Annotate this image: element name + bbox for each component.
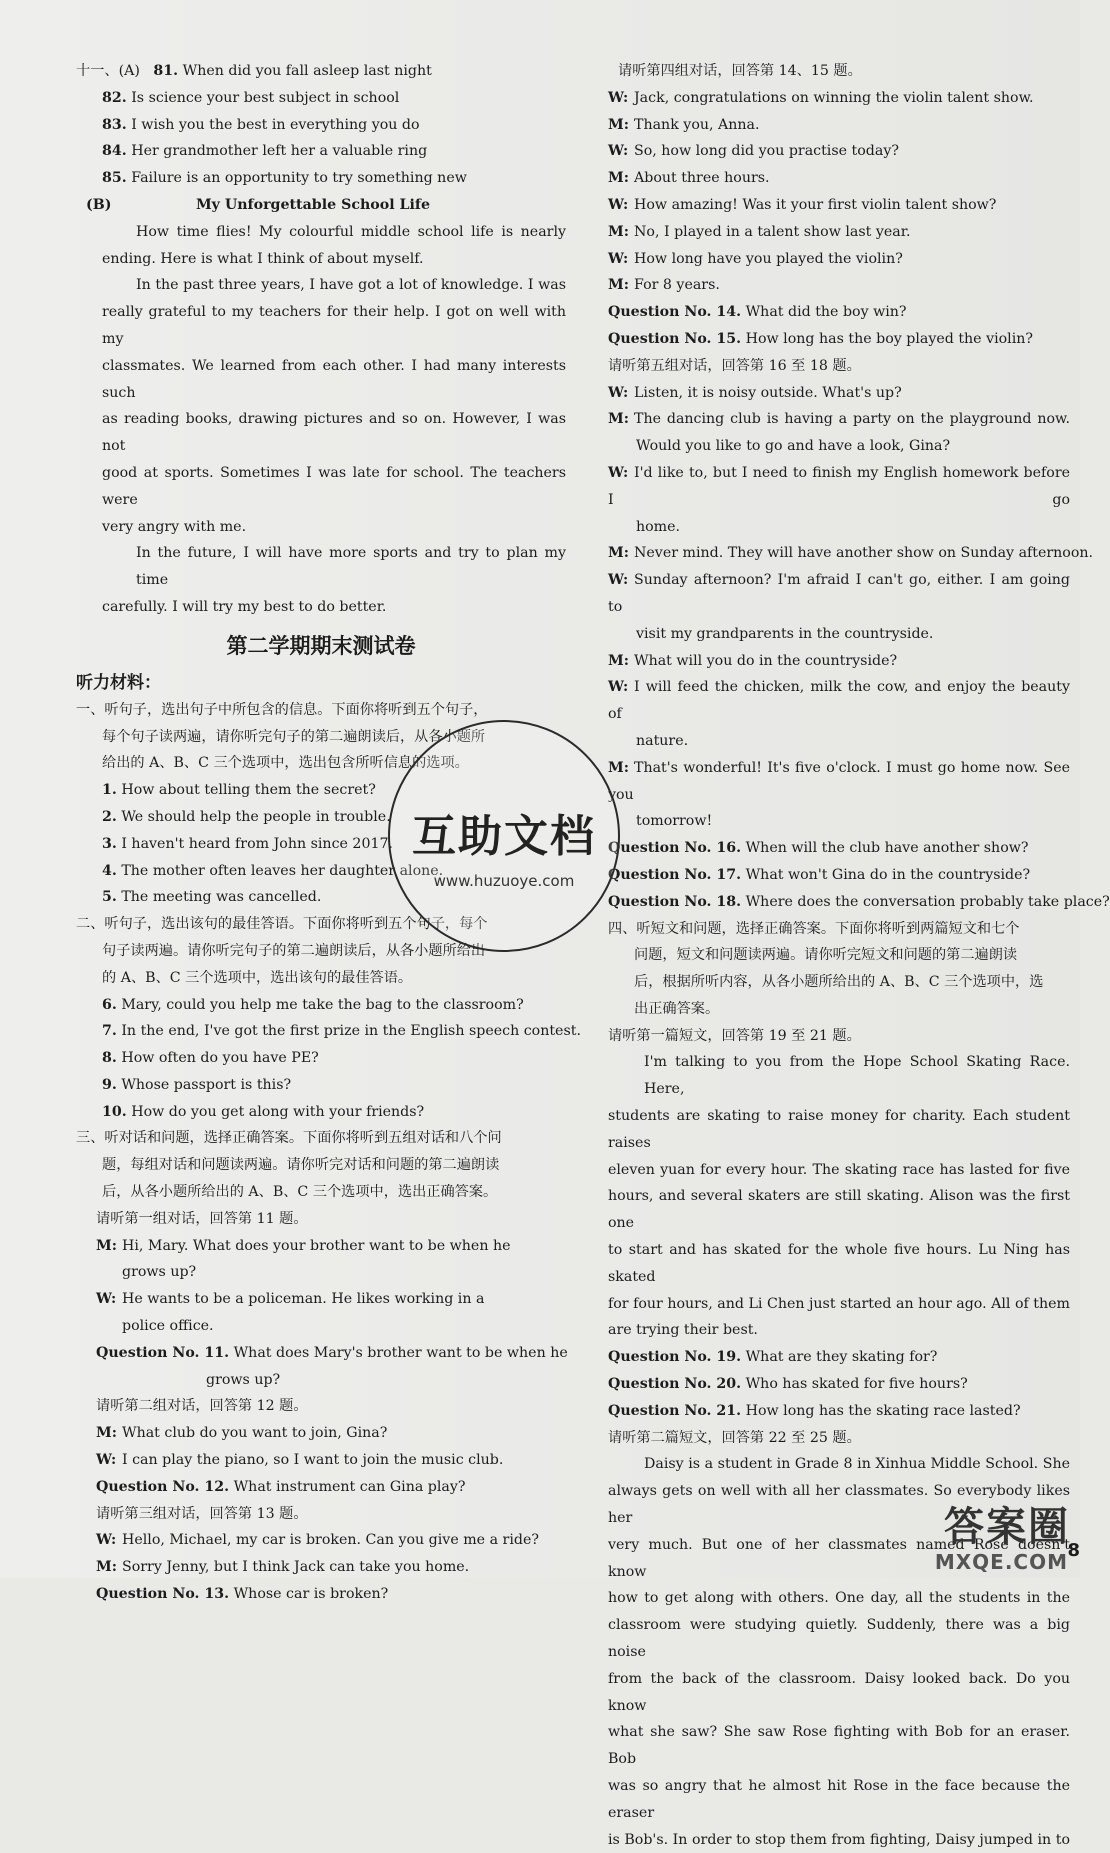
question-16: Question No. 16. When will the club have another show? — [608, 840, 1029, 857]
essay-line: carefully. I will try my best to do better. — [102, 598, 387, 615]
dialogue-line: M: Hi, Mary. What does your brother want to be when he — [96, 1237, 511, 1254]
listening-item-5: 5. The meeting was cancelled. — [102, 889, 322, 906]
listening-item-4: 4. The mother often leaves her daughter alone. — [102, 862, 444, 879]
group-4-intro: 请听第四组对话，回答第 14、15 题。 — [618, 63, 862, 79]
section-1-instructions: 每个句子读两遍，请你听完句子的第二遍朗读后，从各小题所 — [102, 728, 486, 745]
question-11: Question No. 11. What does Mary's brother want to be when he — [96, 1344, 568, 1361]
group-2-intro: 请听第二组对话，回答第 12 题。 — [96, 1398, 308, 1415]
dialogue-line: M: What will you do in the countryside? — [608, 652, 898, 669]
essay-line: In the future, I will have more sports and try to plan my time — [136, 545, 566, 589]
question-19: Question No. 19. What are they skating for? — [608, 1349, 938, 1366]
answer-a-82: 82. Is science your best subject in school — [102, 89, 400, 106]
passage-line: are trying their best. — [608, 1322, 758, 1339]
section-4-instructions: 问题，短文和问题读两遍。请你听完短文和问题的第二遍朗读 — [634, 947, 1018, 964]
dialogue-line: police office. — [122, 1318, 214, 1335]
dialogue-line: W: Sunday afternoon? I'm afraid I can't go, either. I am going to — [608, 572, 1070, 615]
question-14: Question No. 14. What did the boy win? — [608, 304, 907, 321]
essay-line: In the past three years, I have got a lot of knowledge. I was — [136, 277, 566, 294]
dialogue-line: W: Listen, it is noisy outside. What's up? — [608, 384, 902, 401]
dialogue-line: nature. — [636, 732, 689, 749]
listening-item-10: 10. How do you get along with your friends? — [102, 1103, 425, 1120]
right-column — [608, 58, 1110, 1853]
listening-label: 听力材料： — [76, 672, 161, 693]
answer-a-84: 84. Her grandmother left her a valuable ring — [102, 143, 428, 160]
section-3-instructions: 题，每组对话和问题读两遍。请你听完对话和问题的第二遍朗读 — [102, 1157, 500, 1174]
section-2-instructions: 的 A、B、C 三个选项中，选出该句的最佳答语。 — [102, 969, 413, 986]
dialogue-line: tomorrow! — [636, 813, 713, 830]
section-3-instructions: 后，从各小题所给出的 A、B、C 三个选项中，选出正确答案。 — [102, 1184, 498, 1201]
corner-logo-text: 答案圈 — [944, 1504, 1070, 1550]
essay-line: as reading books, drawing pictures and so on. However, I was not — [102, 411, 566, 455]
dialogue-line: M: What club do you want to join, Gina? — [96, 1425, 388, 1442]
dialogue-line: visit my grandparents in the countryside. — [636, 625, 934, 642]
essay-line: very angry with me. — [102, 518, 247, 535]
section-1-instructions: 一、听句子，选出句子中所包含的信息。下面你将听到五个句子， — [76, 701, 488, 718]
dialogue-line: W: How amazing! Was it your first violin talent show? — [608, 196, 997, 213]
question-21: Question No. 21. How long has the skating race lasted? — [608, 1402, 1021, 1419]
passage-line: Daisy is a student in Grade 8 in Xinhua Middle School. She — [644, 1456, 1070, 1473]
exam-title: 第二学期期末测试卷 — [226, 632, 416, 658]
dialogue-line: M: Thank you, Anna. — [608, 116, 760, 133]
dialogue-line: M: That's wonderful! It's five o'clock. I must go home now. See you — [608, 759, 1070, 803]
passage-line: hours, and several skaters are still skating. Alison was the first one — [608, 1188, 1070, 1232]
essay-line: How time flies! My colourful middle school life is nearly — [136, 223, 566, 240]
question-20: Question No. 20. Who has skated for five hours? — [608, 1376, 968, 1393]
corner-logo-url: MXQE.COM — [934, 1550, 1068, 1574]
answer-a-81: 十一、(A) 81. When did you fall asleep last night — [76, 63, 432, 79]
page-number: 8 — [1067, 1540, 1080, 1561]
passage-line: classroom were studying quietly. Suddenly, there was a big noise — [608, 1617, 1070, 1661]
section-b-label: (B) — [86, 196, 112, 213]
dialogue-line: Would you like to go and have a look, Gina? — [636, 438, 951, 455]
question-13: Question No. 13. Whose car is broken? — [96, 1586, 389, 1603]
dialogue-line: W: I can play the piano, so I want to join the music club. — [96, 1452, 504, 1469]
passage-line: very much. But one of her classmates named Rose doesn't know — [608, 1536, 1070, 1580]
listening-item-2: 2. We should help the people in trouble. — [102, 808, 391, 825]
section-4-instructions: 四、听短文和问题，选择正确答案。下面你将听到两篇短文和七个 — [608, 920, 1020, 937]
passage-1-intro: 请听第一篇短文，回答第 19 至 21 题。 — [608, 1027, 861, 1044]
watermark-text: 互助文档 — [412, 811, 596, 862]
dialogue-line: M: Sorry Jenny, but I think Jack can take you home. — [96, 1559, 470, 1576]
dialogue-line: grows up? — [122, 1264, 197, 1281]
dialogue-line: W: He wants to be a policeman. He likes working in a — [96, 1291, 485, 1308]
dialogue-line: W: I'd like to, but I need to finish my English homework before I go — [608, 464, 1070, 508]
answer-a-83: 83. I wish you the best in everything you do — [102, 116, 420, 133]
essay-heading-row — [76, 192, 566, 219]
question-18: Question No. 18. Where does the conversation probably take place? — [608, 893, 1110, 910]
passage-line: from the back of the classroom. Daisy looked back. Do you know — [608, 1670, 1070, 1714]
essay-line: really grateful to my teachers for their help. I got on well with my — [102, 304, 566, 347]
essay-line: ending. Here is what I think of about myself. — [102, 250, 424, 267]
section-2-instructions: 句子读两遍。请你听完句子的第二遍朗读后，从各小题所给出 — [102, 942, 486, 959]
essay-line: classmates. We learned from each other. I had many interests such — [102, 357, 566, 401]
group-5-intro: 请听第五组对话，回答第 16 至 18 题。 — [608, 357, 861, 374]
listening-item-1: 1. How about telling them the secret? — [102, 782, 376, 799]
passage-line: students are skating to raise money for charity. Each student raises — [608, 1108, 1070, 1151]
passage-line: I'm talking to you from the Hope School Skating Race. Here, — [644, 1054, 1070, 1098]
dialogue-line: M: No, I played in a talent show last year. — [608, 223, 911, 240]
watermark-url: www.huzuoye.com — [433, 872, 575, 890]
passage-line: was so angry that he almost hit Rose in the face because the eraser — [608, 1778, 1070, 1821]
section-1-instructions: 给出的 A、B、C 三个选项中，选出包含所听信息的选项。 — [102, 755, 469, 772]
section-4-instructions: 后，根据所听内容，从各小题所给出的 A、B、C 三个选项中，选 — [634, 974, 1044, 991]
watermark-stamp — [388, 720, 620, 952]
listening-item-7: 7. In the end, I've got the first prize in the English speech contest. — [102, 1023, 581, 1040]
dialogue-line: W: How long have you played the violin? — [608, 250, 903, 267]
question-11-cont: grows up? — [206, 1371, 281, 1388]
group-1-intro: 请听第一组对话，回答第 11 题。 — [96, 1210, 308, 1227]
essay-line: good at sports. Sometimes I was late for school. The teachers were — [102, 464, 566, 508]
listening-item-6: 6. Mary, could you help me take the bag to the classroom? — [102, 996, 524, 1013]
passage-line: how to get along with others. One day, all the students in the — [608, 1590, 1070, 1607]
question-17: Question No. 17. What won't Gina do in the countryside? — [608, 866, 1031, 883]
question-15: Question No. 15. How long has the boy played the violin? — [608, 330, 1033, 347]
question-12: Question No. 12. What instrument can Gina play? — [96, 1478, 466, 1495]
dialogue-line: home. — [636, 518, 681, 535]
dialogue-line: W: I will feed the chicken, milk the cow, and enjoy the beauty of — [608, 679, 1070, 723]
dialogue-line: W: Hello, Michael, my car is broken. Can you give me a ride? — [96, 1532, 539, 1549]
section-a-heading: 十一、(A) — [76, 63, 140, 79]
dialogue-line: M: For 8 years. — [608, 277, 720, 294]
dialogue-line: W: Jack, congratulations on winning the violin talent show. — [608, 89, 1034, 106]
passage-line: always gets on well with all her classmates. So everybody likes her — [608, 1483, 1070, 1527]
dialogue-line: M: About three hours. — [608, 170, 770, 187]
passage-line: to start and has skated for the whole five hours. Lu Ning has skated — [608, 1242, 1070, 1285]
dialogue-line: M: Never mind. They will have another show on Sunday afternoon. — [608, 545, 1094, 562]
passage-line: is Bob's. In order to stop them from fighting, Daisy jumped in to — [608, 1831, 1070, 1848]
listening-item-3: 3. I haven't heard from John since 2017. — [102, 835, 394, 852]
essay-title: My Unforgettable School Life — [195, 196, 431, 213]
corner-logo — [900, 1504, 1070, 1574]
passage-2-intro: 请听第二篇短文，回答第 22 至 25 题。 — [608, 1429, 861, 1446]
listening-item-9: 9. Whose passport is this? — [102, 1076, 292, 1093]
dialogue-line: W: So, how long did you practise today? — [608, 143, 899, 160]
listening-item-8: 8. How often do you have PE? — [102, 1050, 319, 1067]
passage-line: what she saw? She saw Rose fighting with Bob for an eraser. Bob — [608, 1724, 1070, 1768]
section-3-instructions: 三、听对话和问题，选择正确答案。下面你将听到五组对话和八个问 — [76, 1130, 502, 1147]
section-4-instructions: 出正确答案。 — [634, 1000, 720, 1017]
group-3-intro: 请听第三组对话，回答第 13 题。 — [96, 1505, 308, 1522]
passage-line: eleven yuan for every hour. The skating race has lasted for five — [608, 1161, 1070, 1178]
dialogue-line: M: The dancing club is having a party on the playground now. — [608, 411, 1070, 428]
section-2-instructions: 二、听句子，选出该句的最佳答语。下面你将听到五个句子，每个 — [76, 916, 488, 933]
passage-line: for four hours, and Li Chen just started an hour ago. All of them — [608, 1295, 1070, 1312]
answer-a-85: 85. Failure is an opportunity to try something new — [102, 170, 467, 187]
